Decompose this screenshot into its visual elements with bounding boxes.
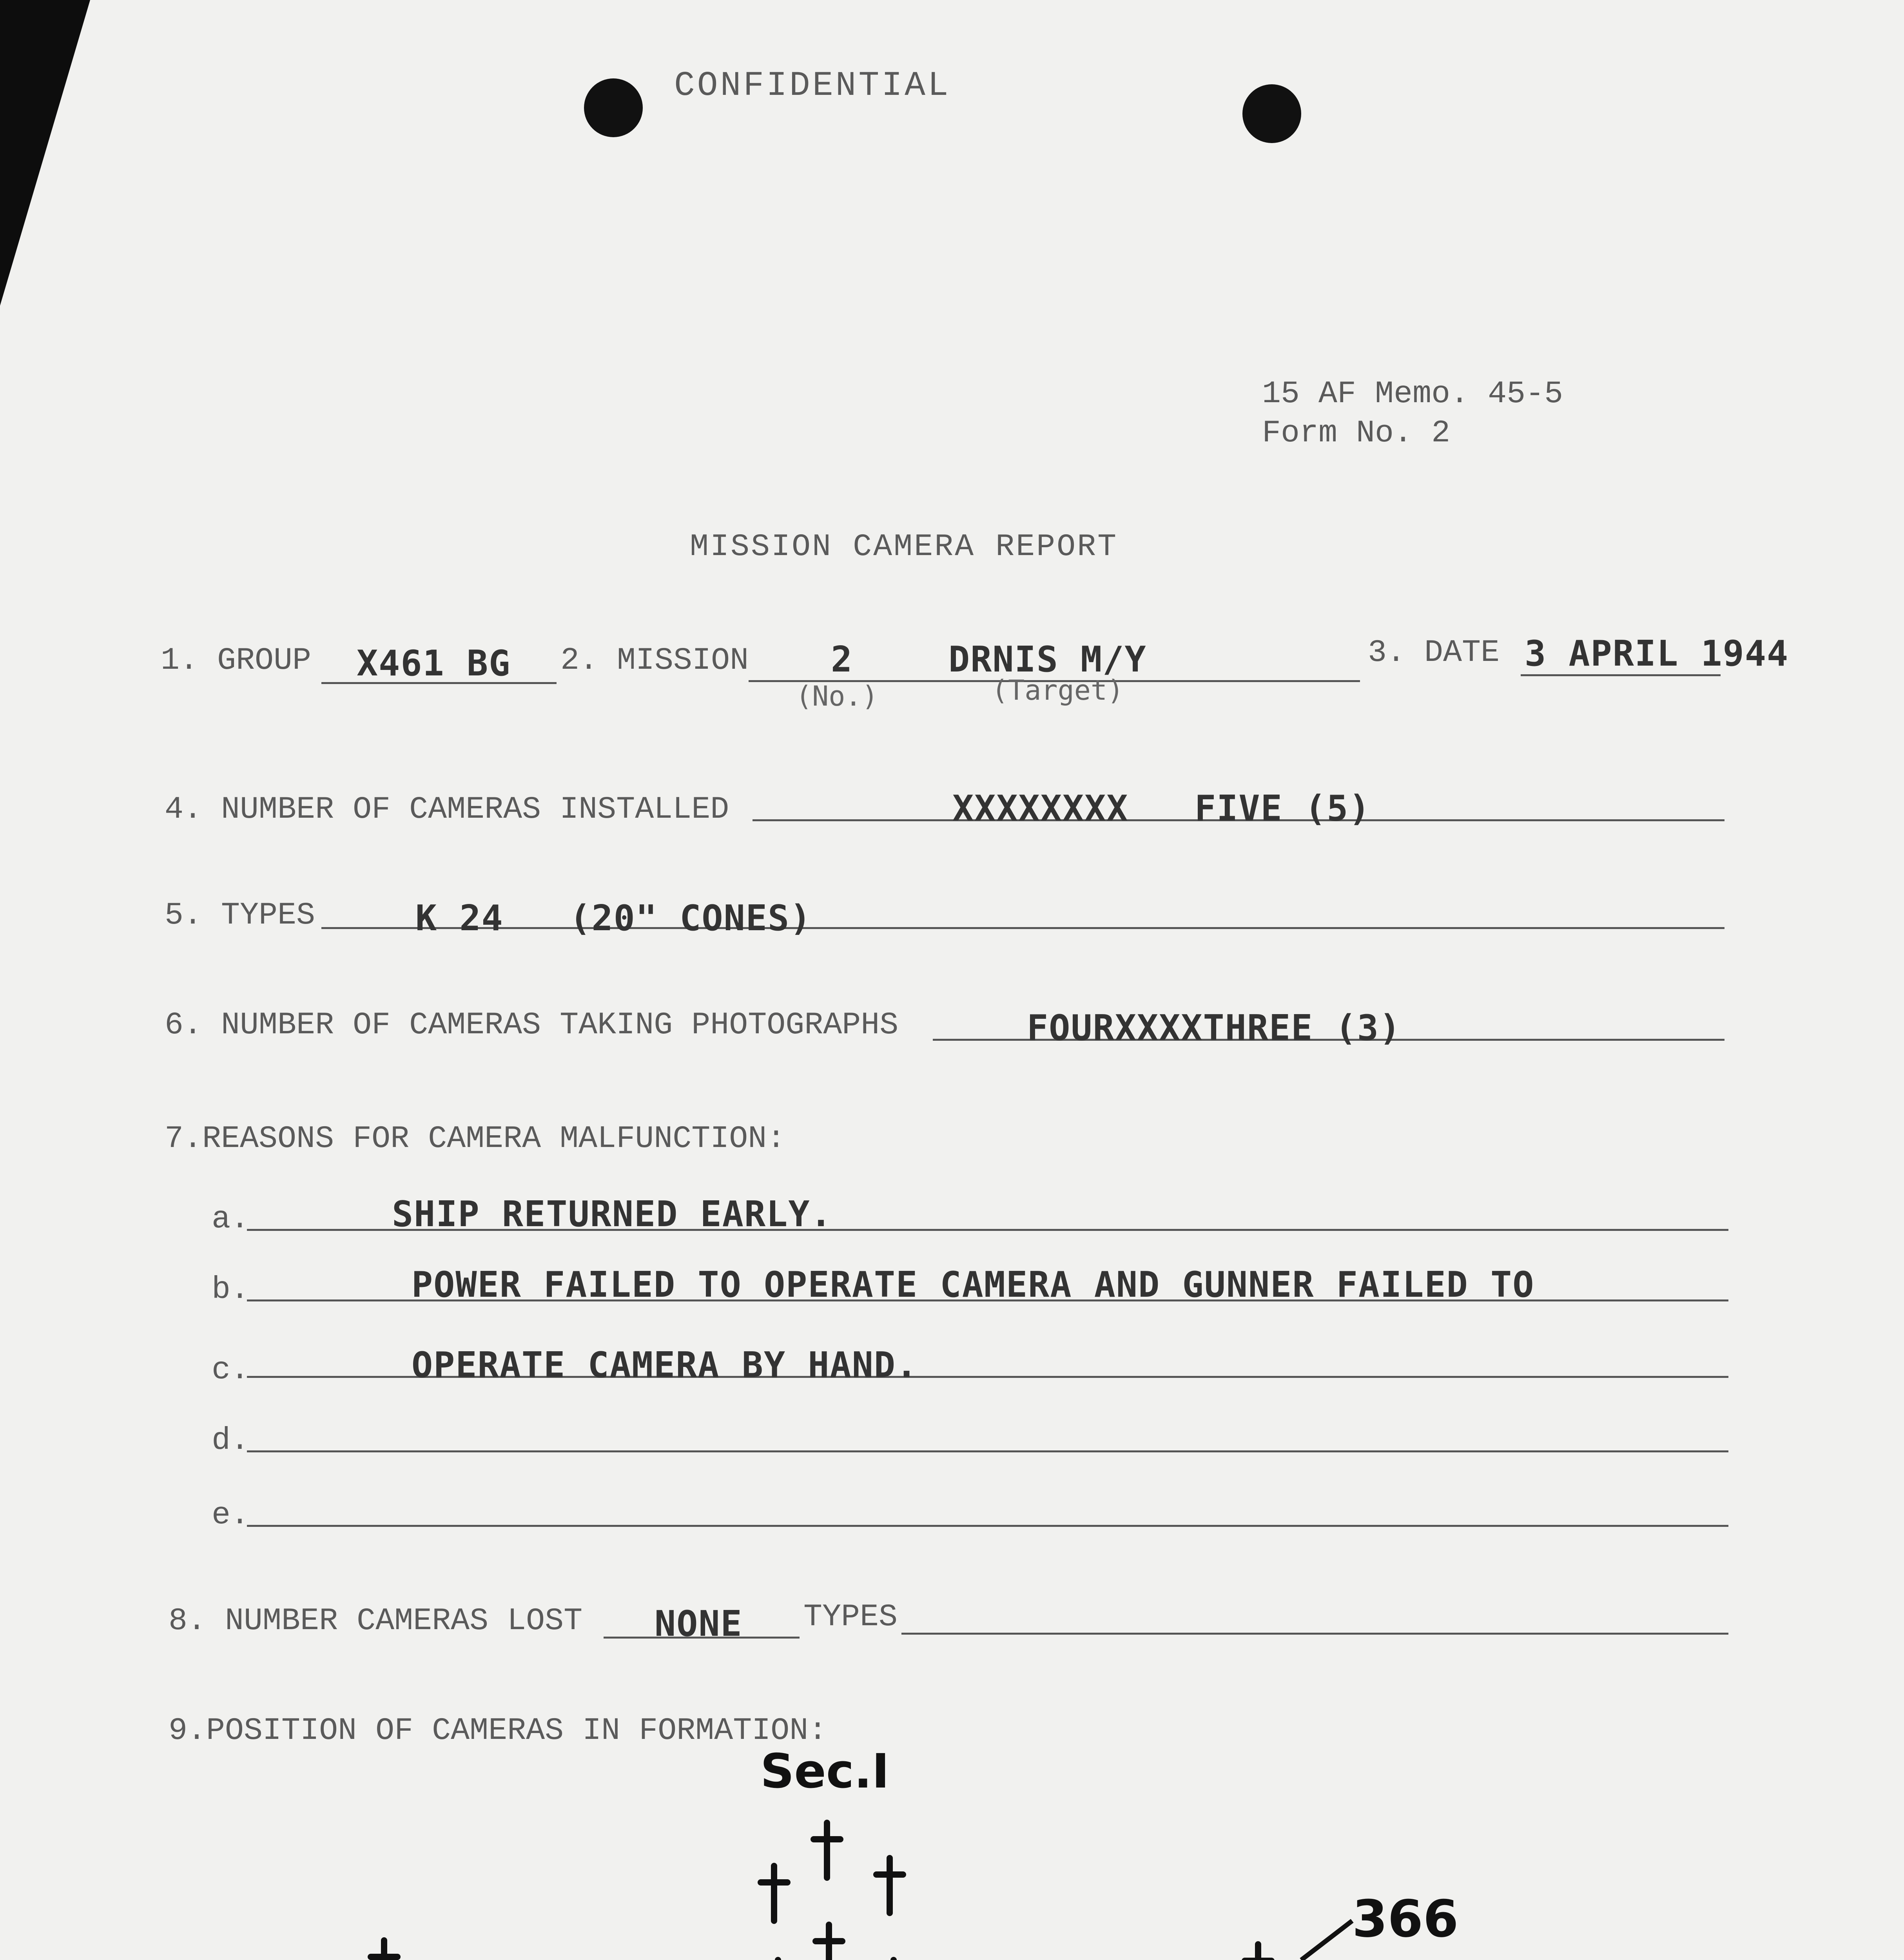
punch-hole-right (1242, 84, 1301, 143)
annotation-366: 366 (1352, 1889, 1459, 1949)
types-lost-line (901, 1633, 1728, 1635)
punch-hole-left (584, 78, 643, 137)
mission-label: 2. MISSION (560, 643, 749, 679)
reason-letter-d: d. (212, 1423, 250, 1459)
reason-text-b: POWER FAILED TO OPERATE CAMERA AND GUNNER FAILED TO (412, 1264, 1535, 1305)
mission-target-caption: (Target) (992, 674, 1124, 706)
reason-letter-a: a. (212, 1201, 250, 1237)
reason-letter-e: e. (212, 1497, 250, 1533)
date-value: 3 APRIL 1944 (1525, 633, 1789, 674)
page-title: MISSION CAMERA REPORT (690, 529, 1118, 565)
cameras-installed-value: XXXXXXXX FIVE (5) (952, 788, 1371, 829)
formation-diagram (0, 1686, 1904, 1960)
reason-letter-c: c. (212, 1352, 250, 1388)
reason-line-d (247, 1450, 1728, 1452)
group-label: 1. GROUP (161, 643, 312, 679)
reason-text-a: SHIP RETURNED EARLY. (392, 1194, 832, 1235)
types-lost-label: TYPES (803, 1599, 898, 1635)
cameras-installed-label: 4. NUMBER OF CAMERAS INSTALLED (165, 792, 729, 828)
cameras-taking-label: 6. NUMBER OF CAMERAS TAKING PHOTOGRAPHS (165, 1007, 899, 1043)
reason-line-e (247, 1525, 1728, 1527)
cameras-taking-value: FOURXXXXTHREE (3) (1027, 1007, 1402, 1049)
mission-number-caption: (No.) (796, 680, 878, 712)
types-value: K 24 (20" CONES) (415, 898, 812, 939)
classification-label: CONFIDENTIAL (674, 67, 951, 105)
box-b-top-planes (1194, 1944, 1346, 1960)
reason-text-c: OPERATE CAMERA BY HAND. (412, 1345, 918, 1386)
position-label: 9.POSITION OF CAMERAS IN FORMATION: (169, 1713, 827, 1749)
page-corner-shadow (0, 0, 90, 306)
section-1-label: Sec.I (760, 1744, 890, 1799)
arrow-366 (1301, 1921, 1352, 1960)
reason-letter-b: b. (212, 1272, 250, 1308)
mission-number: 2 (831, 639, 853, 680)
box-a-top-planes (761, 1823, 907, 1960)
mission-target: DRNIS M/Y (948, 639, 1147, 680)
cameras-lost-label: 8. NUMBER CAMERAS LOST (169, 1603, 583, 1639)
memo-reference: 15 AF Memo. 45-5 (1262, 376, 1563, 412)
reasons-label: 7.REASONS FOR CAMERA MALFUNCTION: (165, 1121, 786, 1157)
box-c-top-planes (312, 1940, 456, 1960)
cameras-lost-value: NONE (655, 1603, 743, 1644)
date-label: 3. DATE (1368, 635, 1500, 671)
types-label: 5. TYPES (165, 898, 316, 933)
form-number: Form No. 2 (1262, 416, 1451, 451)
group-value: X461 BG (357, 643, 511, 684)
date-line (1521, 674, 1721, 676)
